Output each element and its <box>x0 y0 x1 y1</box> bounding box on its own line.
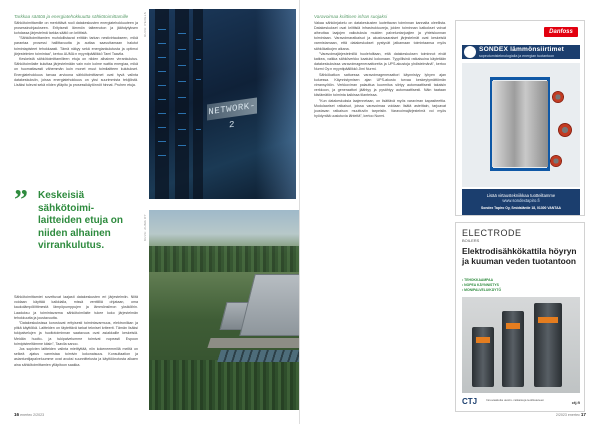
paragraph: ”Varavoimajärjestelmillä huolehditaan, että datakeskuksen toiminnot eivät katkea, vaikka sähköverkko kaatuisi kokonaan. Tyypillisinä ratkaisuina käytetään datakeskuksissa varavoimageneraattoreita ja UPS-akustoja yhdistelmänä”, kertoo Nurmi Oy:n myyntipäällikkö Jimi Nurmi. <box>314 51 446 72</box>
paragraph: Sähkötoimittamiet soveltuvat laajasti datakeskusten eri järjestelmiin. Niitä voidaan käyttää kaikkialla, missä venttiiliä ohjataan, oma kaukolämpöliittimestä lämpöpumppujen ja lämmönsiirron yksiköihin. Laaduksu ja toimintavarma sähkötoimilaite tukee koko järjestelmän tehokkuutta ja joustavuutta. <box>14 295 138 320</box>
ad-url[interactable]: ctj.fi <box>571 400 580 405</box>
boiler-image <box>462 297 580 393</box>
ad-url[interactable]: www.sondextapiro.fi <box>502 198 540 203</box>
page-folio <box>14 412 44 417</box>
page-number: 17 <box>580 412 586 417</box>
electrode-logo: ELECTRODE <box>462 228 522 238</box>
boiler <box>502 311 524 387</box>
quote-mark-icon: ” <box>14 185 28 216</box>
paragraph: Jos sopivien laitteiden valinta mietityttää, niin kokeneemmillä meiltä on selkeä ajatus varmistaa toimivin kokonaisuus. Konsultaation ja asiantuntijapalveluumme ovat avuksi suunnittelusta ja käyttöönotosta alkaen aina sähkötoimittamien ylläpitoon saakka. <box>14 347 138 367</box>
pullquote <box>14 185 134 253</box>
server-room-photo <box>149 9 296 199</box>
paragraph: Sähkötoimittamille on merkittävä rooli datakeskusten energiatehokkuuteen ja prosessinohjaukseen. Erityisesti lämmön talteenoton ja jäähdytyksen kohdassa järjestelmä tarkka säätö on kriittistä. <box>14 20 138 35</box>
ad-title: Elektrodisähkökattila höyryn ja kuuman veden tuotantoon <box>462 246 577 266</box>
ad-bullet: • NOPEA KÄYNNISTYS <box>462 283 499 287</box>
section-subhead: Tarkkaa säätöä ja energiatehokkuutta sähkötoimittamille <box>14 14 129 19</box>
photo-credit: KUVA: PEXELS <box>143 12 147 37</box>
exchanger-plates <box>492 81 548 167</box>
server-rack <box>175 9 189 199</box>
page-number: 16 <box>14 412 20 417</box>
paragraph: Keskeistä sähkötoimittamilleen etuja on niiden alhainen virrankulutus. Sähkötoimilaite kuluttaa järjestelmään vain noin kolme wattia energiaa, mikä on huomattavasti vähemmän kuin monet muut toimilaitteen kulutukset. Energiatehokkuus tarvaa arvioona sähkötoimittamet ovat hyvä valinta datakeskuksiin, joissa energiatehokkuus on yksi suurimmista tekijöistä. Lisäksi tulevat sekä niiden ylläpito ja prosessikäytönnöt hinnat. Pruhen etuja. <box>14 57 138 88</box>
heat-exchanger-image <box>462 63 580 187</box>
left-column-top <box>14 14 138 88</box>
ad-footer <box>462 396 580 410</box>
ctj-logo: CTJ <box>462 397 478 406</box>
window-light <box>256 9 296 199</box>
sondex-advertisement[interactable] <box>455 20 585 216</box>
left-column-bottom <box>14 295 138 368</box>
magazine-name: enertec <box>20 413 33 417</box>
issue-number: 2/2023 <box>33 413 45 417</box>
boiler <box>472 327 494 387</box>
issue-number: 2/2023 <box>555 413 567 417</box>
electrode-logo-sub: BOILERS <box>462 238 480 243</box>
ad-subtitle: sopeutumisteknologialla ja energian tuotantoon <box>479 53 555 58</box>
pipe-flange <box>550 155 562 167</box>
boiler <box>534 303 562 387</box>
right-column <box>314 14 446 119</box>
ad-address: Sondex Tapiro Oy, Smidsläntie 18, 01300 VANTAA <box>480 206 561 210</box>
ad-bullets <box>462 278 501 293</box>
pipe-flange <box>558 123 572 137</box>
pipe-flange <box>552 91 564 103</box>
ad-footer-text: Innovaatioita uusiin- ratkaisuja teollisuuteen <box>486 398 545 402</box>
danfoss-logo: Danfoss <box>544 27 578 37</box>
pullquote-text: Keskeisiä sähkötoimi-laitteiden etuja on niiden alhainen virrankulutus. <box>38 190 124 251</box>
paragraph: ”Kun datakeskuksia laajennetaan, on lisättävä myös varavirran kapasiteettia. Modulaariset ratkaisut, joissa varavoimaa voidaan lisätä asteittain, tarjoavat joustavan ratkaisun muuttuviin tarpeisiin. Varavoimajärjestelmä voi myös hyödyntää uusiutuvia lähteitä”, kertoo Nurmi. <box>314 98 446 119</box>
paragraph: Vakaa sähkönjakelu on datakeskusten luotettavan toiminnan kannalta oleellista. Datakeskukset ovat kriittisiä infrastruktuureja, joiden toiminnan katkokset voivat aiheuttaa laajojen vaikutuksia muiden palveluntarjoajien ja yhteiskunnan toimintaan. Varavoimaratkaisut ja akustovaaraiset järjestelmät ovat keskeisiä varmistamaan, että datakeskukset pystyvät jatkamaan toimintaansa myös sähkökatkojen aikana. <box>314 20 446 51</box>
ad-info-line: Lisää virtaustekniikkaa tuotteiltamme <box>486 193 556 198</box>
page-folio <box>556 412 586 417</box>
sondex-logo-icon <box>464 46 476 58</box>
ad-bullet: • TEHOKKAAMPAA <box>462 278 494 282</box>
ad-bullet: • MONIPALVELU/KÄYTÖ <box>462 288 502 292</box>
magazine-name: enertec <box>567 413 580 417</box>
ad-info-box <box>462 189 580 215</box>
network-sign: NETWORK-2 <box>207 97 257 120</box>
paragraph: ”Datakeskuksissa korostuvat erityisesti toimintavarmuus, elektroniikan ja pitkä käyttöikä. Laitteiden on täytettävä tarkat tekniset kriteerit. Tämän lisäksi tukipalvelujen ja huoltotoiminnan saatavuus ovat asiakkaille keskeisiä. Meidän huolto- ja tukipalvelumme toimivat nopeasti Espoon toimipisteeltämme käsin”, Taavila sanoo. <box>14 321 138 346</box>
paragraph: Sähkökatkon sattuessa varavoimageneraattori käynnistyy lyhyen ajan kuluessa. Käynnistymisen ajan UPS-akusto turvaa keskeytymättömän virransyötön. Verkkovirran palauttua kuormitus siirtyy automaattisesti takaisin verkkoon, ja generaattori jäähtyy ja pysähtyy automaattisesti. Näin taataan kiistämätön toiminta kaikissa tilanteissa. <box>314 72 446 98</box>
photo-credit: KUVA: AUMA OY <box>143 214 147 242</box>
right-page <box>300 0 600 424</box>
sondex-banner <box>462 45 580 59</box>
server-rack <box>155 9 169 199</box>
section-subhead: Varavoimaa kriittisen infran suojaksi <box>314 14 388 19</box>
electrode-advertisement[interactable] <box>455 222 585 412</box>
ad-title: SONDEX lämmönsiirtimet <box>479 46 565 53</box>
paragraph: ”Sähkötoimittamien muhdollistavat erittäin tarkan nestivirtaukseen, mikä parantaa prosessi hallittavuutta ja auttaa saavuttamaan halutut toimintapisteet tehokkaasti. Tämä näkyy sekä energiankulutusta ja optimoi järjestelmien toimintaa”, kertoo AUMA:n myyntipäällikkö Tami Taavila. <box>14 36 138 56</box>
server-rack <box>193 9 203 199</box>
